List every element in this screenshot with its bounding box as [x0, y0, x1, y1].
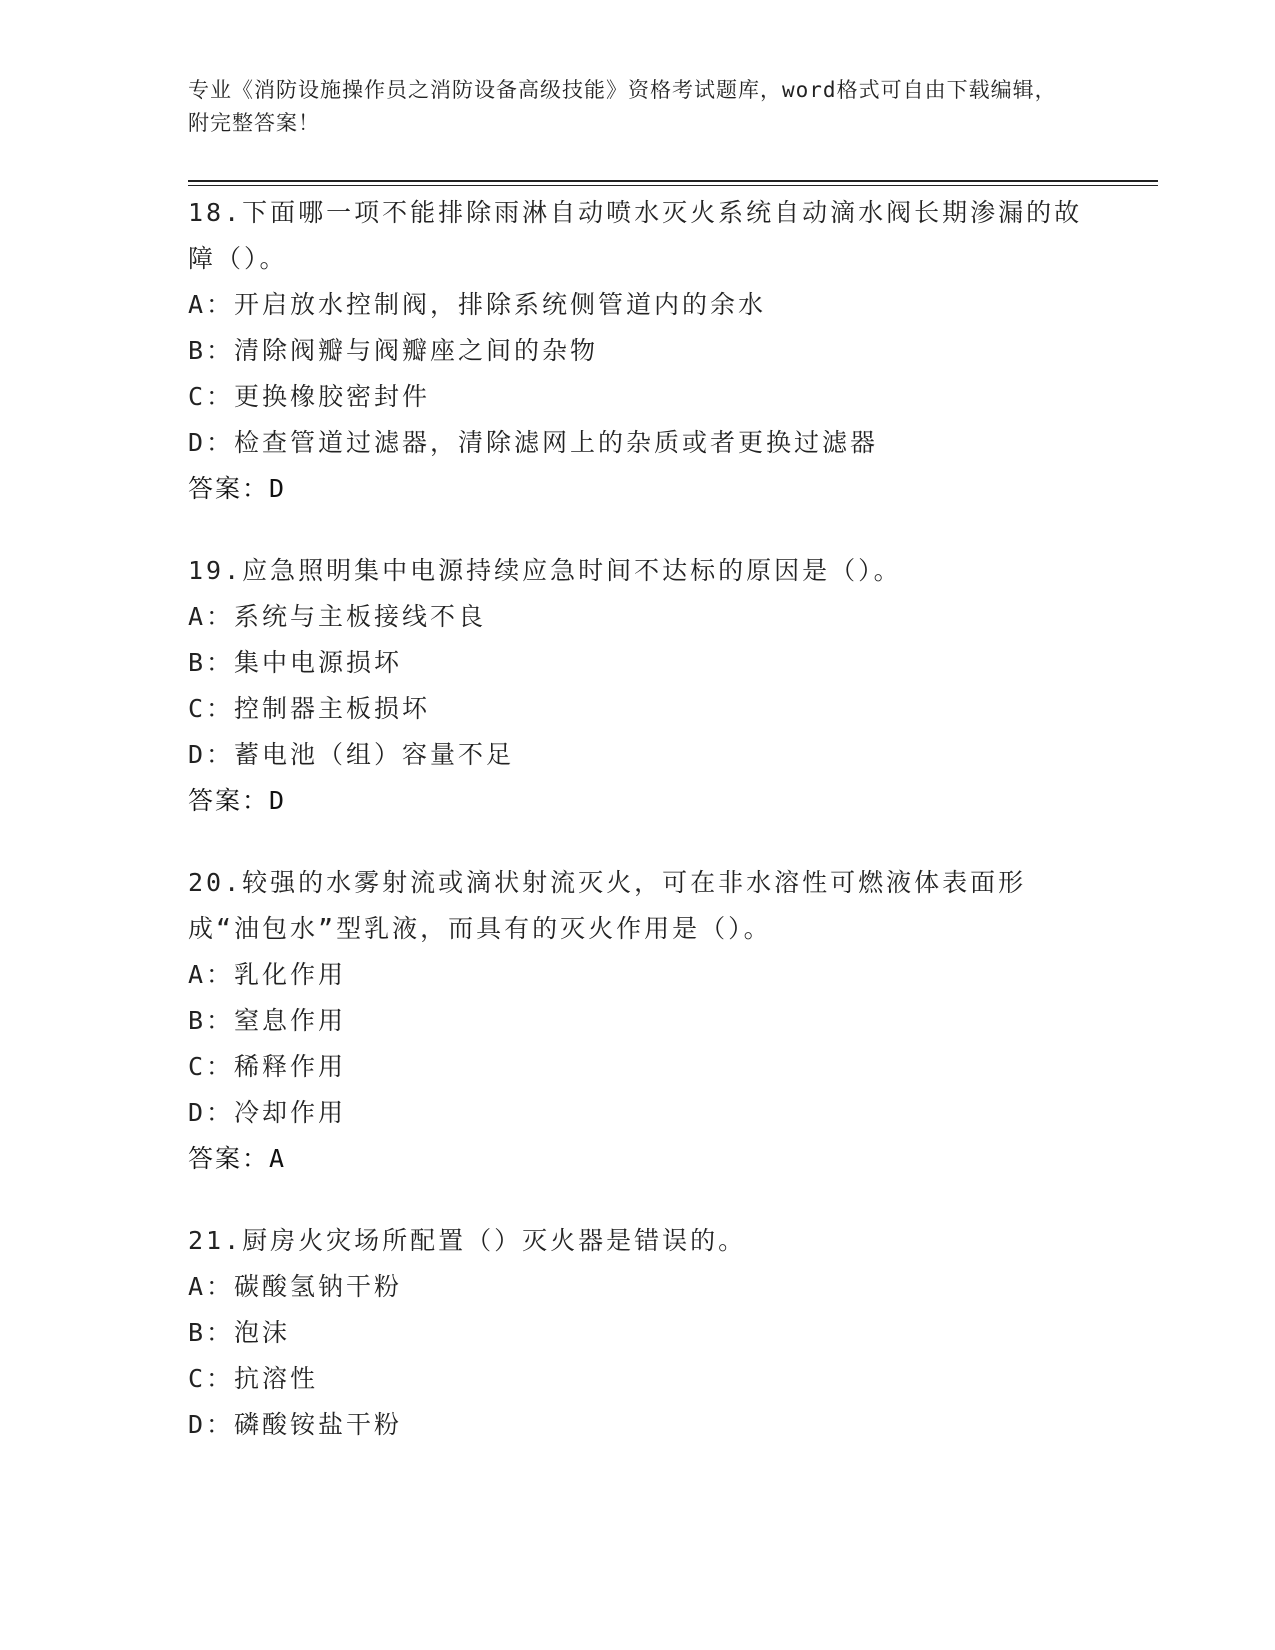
answer-line [188, 1136, 1088, 1182]
option-a: A：碳酸氢钠干粉 [188, 1272, 403, 1301]
document-intro: 专业《消防设施操作员之消防设备高级技能》资格考试题库，word格式可自由下载编辑，附完整答案！ [188, 78, 1057, 135]
question-21 [188, 1218, 1088, 1448]
answer-label: 答案： [188, 474, 270, 503]
question-stem: 20.较强的水雾射流或滴状射流灭火，可在非水溶性可燃液体表面形成“油包水”型乳液，而具有的灭火作用是（）。 [188, 868, 1027, 943]
answer-value: A [269, 1144, 287, 1173]
answer-value: D [269, 474, 287, 503]
question-stem: 18.下面哪一项不能排除雨淋自动喷水灭火系统自动滴水阀长期渗漏的故障（）。 [188, 198, 1083, 273]
header-rule-thick [188, 180, 1158, 182]
answer-line [188, 778, 1088, 824]
option-d: D：磷酸铵盐干粉 [188, 1410, 403, 1439]
answer-line [188, 466, 1088, 512]
option-d: D：蓄电池（组）容量不足 [188, 740, 515, 769]
option-c: C：控制器主板损坏 [188, 694, 431, 723]
option-c: C：稀释作用 [188, 1052, 347, 1081]
question-19 [188, 548, 1088, 824]
option-a: A：开启放水控制阀，排除系统侧管道内的余水 [188, 290, 767, 319]
question-stem: 19.应急照明集中电源持续应急时间不达标的原因是（）。 [188, 556, 902, 585]
answer-value: D [269, 786, 287, 815]
option-a: A：乳化作用 [188, 960, 347, 989]
option-a: A：系统与主板接线不良 [188, 602, 487, 631]
option-c: C：更换橡胶密封件 [188, 382, 431, 411]
option-b: B：集中电源损坏 [188, 648, 403, 677]
question-stem: 21.厨房火灾场所配置（）灭火器是错误的。 [188, 1226, 747, 1255]
option-d: D：检查管道过滤器，清除滤网上的杂质或者更换过滤器 [188, 428, 879, 457]
question-18 [188, 190, 1088, 512]
option-b: B：窒息作用 [188, 1006, 347, 1035]
option-d: D：冷却作用 [188, 1098, 347, 1127]
question-20 [188, 860, 1088, 1182]
header-rule-thin [188, 185, 1158, 186]
answer-label: 答案： [188, 1144, 270, 1173]
question-list [188, 190, 1088, 1484]
option-c: C：抗溶性 [188, 1364, 319, 1393]
answer-label: 答案： [188, 786, 270, 815]
option-b: B：清除阀瓣与阀瓣座之间的杂物 [188, 336, 599, 365]
option-b: B：泡沫 [188, 1318, 291, 1347]
